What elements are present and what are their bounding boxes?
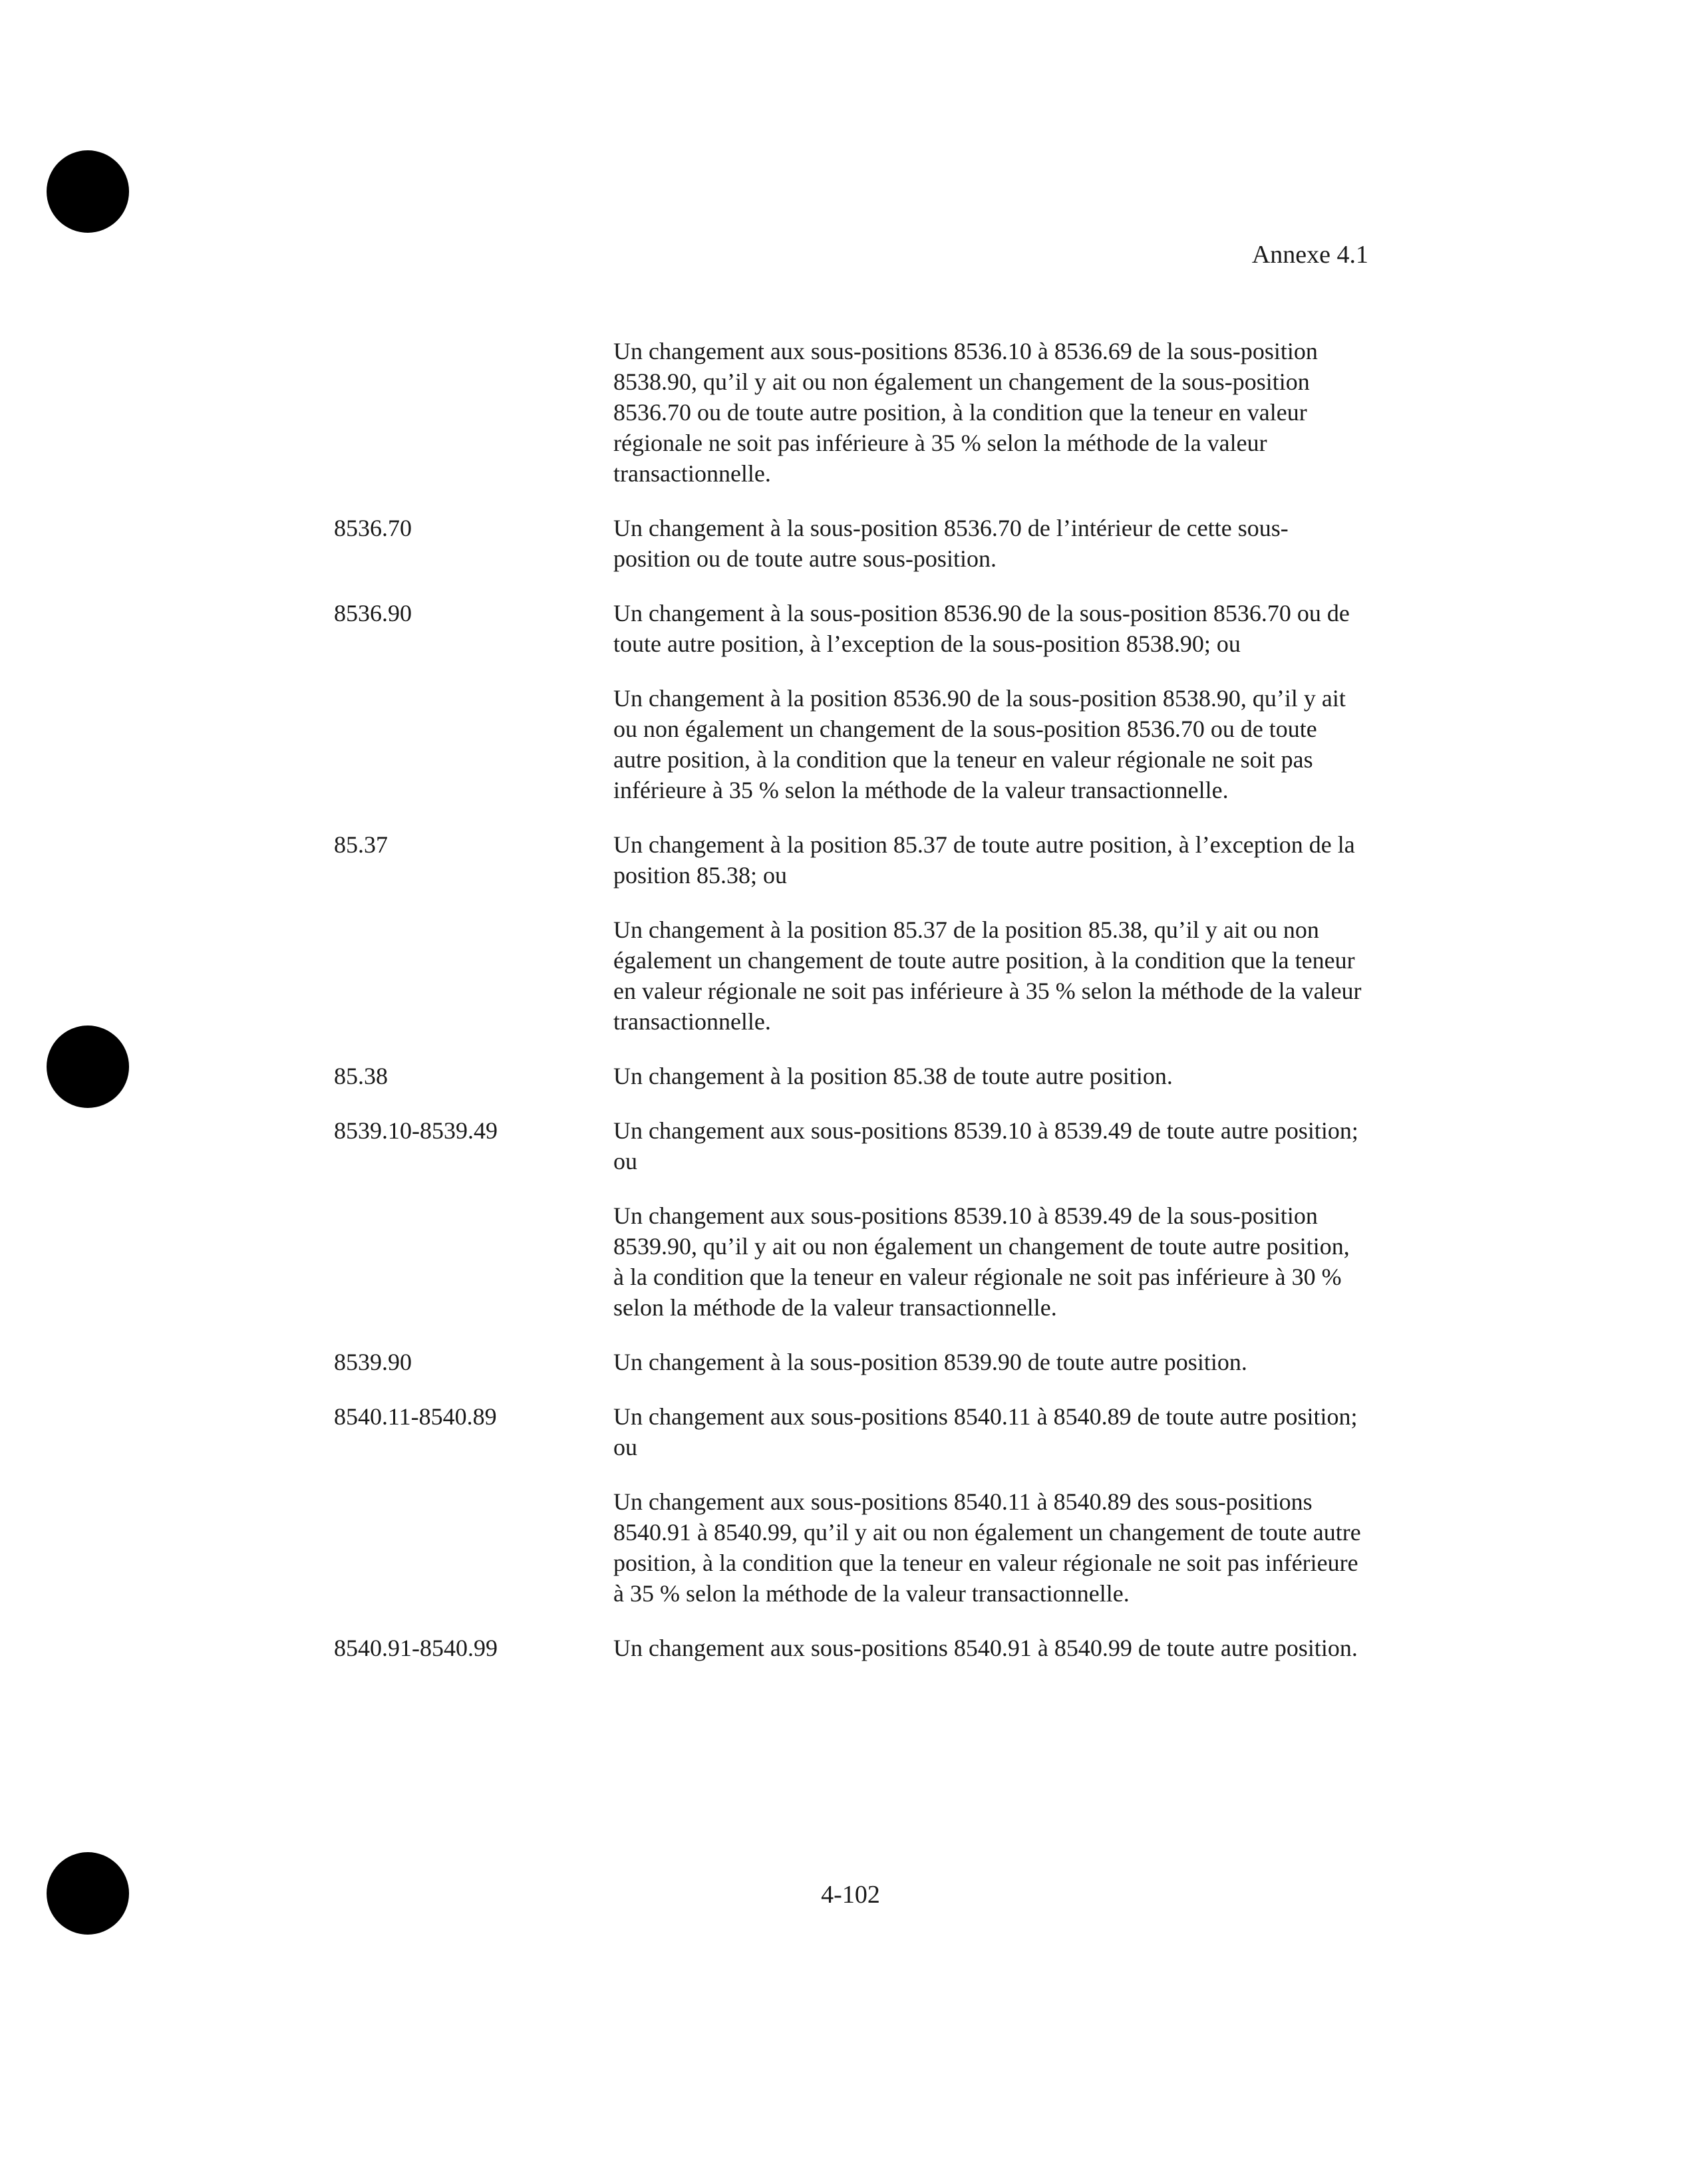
rules-table bbox=[334, 336, 1372, 1687]
tariff-code: 85.38 bbox=[334, 1063, 388, 1089]
rule-paragraph: Un changement à la position 85.37 de toute autre position, à l’exception de la position 85.38; ou bbox=[613, 831, 1355, 888]
rule-row bbox=[334, 829, 1372, 1037]
tariff-code: 8540.91-8540.99 bbox=[334, 1635, 498, 1661]
annex-label: Annexe 4.1 bbox=[1251, 241, 1368, 269]
rule-paragraph: Un changement à la position 8536.90 de la sous-position 8538.90, qu’il y ait ou non également un changement de la sous-position 8536.70 ou de toute autre position, à la condition que la teneur en valeur régionale ne soit pas inférieure à 35 % selon la méthode de la valeur transactionnelle. bbox=[613, 685, 1346, 803]
tariff-code: 85.37 bbox=[334, 831, 388, 858]
rule-text bbox=[613, 1633, 1365, 1663]
rule-text bbox=[613, 513, 1365, 574]
page-number: 4-102 bbox=[821, 1881, 880, 1909]
rule-text bbox=[613, 1061, 1365, 1091]
rule-text bbox=[613, 829, 1365, 1037]
rule-text bbox=[613, 1347, 1365, 1377]
rule-row bbox=[334, 1115, 1372, 1323]
rule-row bbox=[334, 513, 1372, 574]
rule-row bbox=[334, 1633, 1372, 1663]
rule-row bbox=[334, 1061, 1372, 1091]
rule-text bbox=[613, 1115, 1365, 1323]
rule-paragraph: Un changement à la sous-position 8536.90 de la sous-position 8536.70 ou de toute autre position, à l’exception de la sous-position 8538.90; ou bbox=[613, 600, 1350, 657]
tariff-code bbox=[334, 336, 613, 489]
rule-text bbox=[613, 336, 1365, 489]
rule-paragraph: Un changement aux sous-positions 8539.10 à 8539.49 de toute autre position; ou bbox=[613, 1117, 1358, 1174]
rule-row bbox=[334, 598, 1372, 805]
rule-paragraph: Un changement à la sous-position 8536.70 de l’intérieur de cette sous-position ou de toute autre sous-position. bbox=[613, 515, 1289, 572]
rule-paragraph: Un changement à la sous-position 8539.90 de toute autre position. bbox=[613, 1349, 1247, 1375]
rule-paragraph: Un changement aux sous-positions 8540.11 à 8540.89 des sous-positions 8540.91 à 8540.99, qu’il y ait ou non également un changement de toute autre position, à la condition que la teneur en valeur régionale ne soit pas inférieure à 35 % selon la méthode de la valeur transactionnelle. bbox=[613, 1488, 1361, 1607]
rule-paragraph: Un changement aux sous-positions 8540.91 à 8540.99 de toute autre position. bbox=[613, 1635, 1358, 1661]
rule-row bbox=[334, 336, 1372, 489]
rule-paragraph: Un changement aux sous-positions 8539.10 à 8539.49 de la sous-position 8539.90, qu’il y ait ou non également un changement de toute autre position, à la condition que la teneur en valeur régionale ne soit pas inférieure à 30 % selon la méthode de la valeur transactionnelle. bbox=[613, 1202, 1350, 1321]
tariff-code: 8536.70 bbox=[334, 515, 412, 541]
tariff-code: 8536.90 bbox=[334, 600, 412, 626]
rule-text bbox=[613, 598, 1365, 805]
punch-hole-middle bbox=[47, 1025, 129, 1108]
rule-paragraph: Un changement aux sous-positions 8540.11 à 8540.89 de toute autre position; ou bbox=[613, 1403, 1358, 1460]
rule-row bbox=[334, 1347, 1372, 1377]
rule-paragraph: Un changement à la position 85.38 de toute autre position. bbox=[613, 1063, 1173, 1089]
rule-row bbox=[334, 1401, 1372, 1609]
rule-paragraph: Un changement à la position 85.37 de la position 85.38, qu’il y ait ou non également un changement de toute autre position, à la condition que la teneur en valeur régionale ne soit pas inférieure à 35 % selon la méthode de la valeur transactionnelle. bbox=[613, 916, 1362, 1035]
tariff-code: 8539.90 bbox=[334, 1349, 412, 1375]
tariff-code: 8540.11-8540.89 bbox=[334, 1403, 497, 1430]
punch-hole-top bbox=[47, 150, 129, 233]
tariff-code: 8539.10-8539.49 bbox=[334, 1117, 498, 1144]
rule-paragraph: Un changement aux sous-positions 8536.10 à 8536.69 de la sous-position 8538.90, qu’il y ait ou non également un changement de la sous-position 8536.70 ou de toute autre position, à la condition que la teneur en valeur régionale ne soit pas inférieure à 35 % selon la méthode de la valeur transactionnelle. bbox=[613, 338, 1318, 487]
rule-text bbox=[613, 1401, 1365, 1609]
